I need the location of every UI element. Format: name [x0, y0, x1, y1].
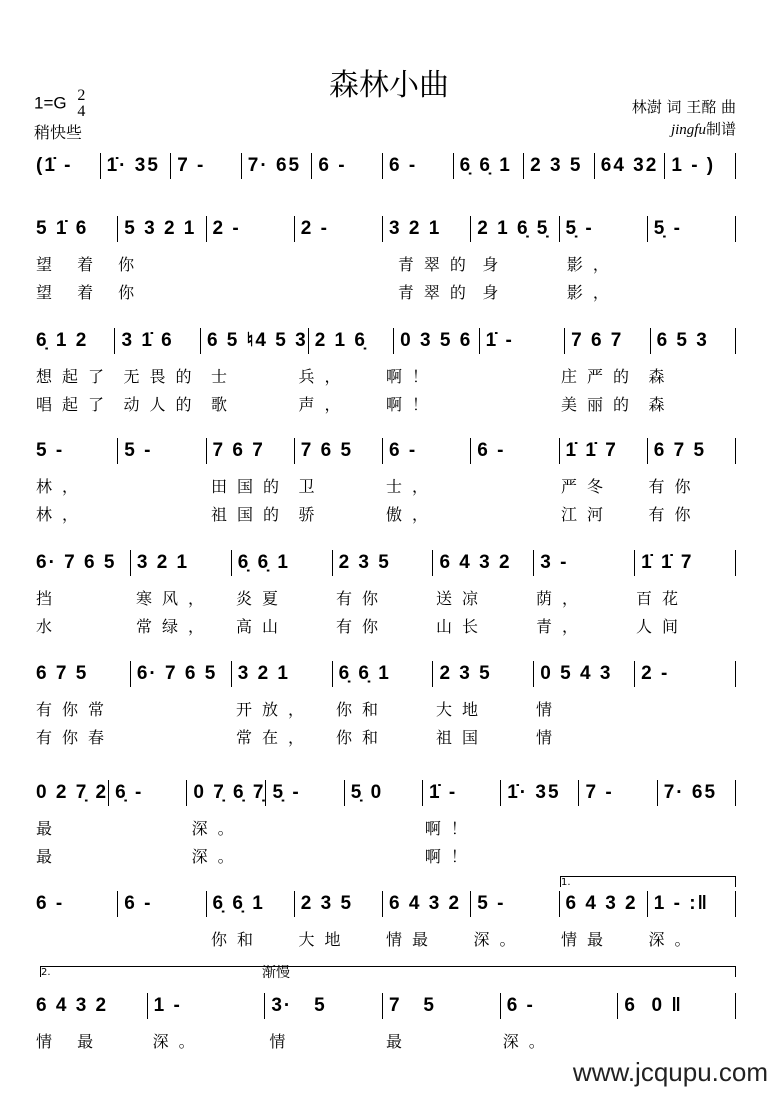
lyrics-line: [36, 474, 736, 496]
lyric-segment: 森: [648, 367, 675, 386]
notation-row: [36, 328, 736, 354]
measure: 6 4 3 2: [36, 995, 109, 1016]
lyric-segment: [347, 844, 425, 862]
measure: 1 - :‖: [647, 891, 735, 917]
lyric-segment: 情最: [561, 930, 614, 949]
lyric-segment: 挡: [36, 589, 63, 608]
lyric-segment: 荫，: [536, 589, 589, 608]
measure: 6 -: [311, 153, 382, 179]
lyric-segment: 常绿，: [136, 617, 215, 636]
lyrics-line: [36, 844, 736, 866]
lyric-segment: 动人的: [123, 395, 202, 414]
lyric-segment: [136, 697, 236, 715]
lyric-segment: 林，: [36, 477, 89, 496]
lyrics-line: [36, 697, 736, 719]
measure: 5 -: [117, 438, 205, 464]
lyric-segment: 有你: [336, 617, 389, 636]
measure: 6 0 ‖: [617, 993, 735, 1019]
lyric-segment: 开放，: [236, 700, 315, 719]
lyric-segment: [580, 844, 658, 862]
lyric-segment: [503, 844, 581, 862]
lyric-segment: [229, 280, 314, 298]
lyric-segment: [144, 252, 229, 270]
measure: 7 6 5: [294, 438, 382, 464]
lyric-segment: 你和: [336, 728, 389, 747]
lyric-segment: 水: [36, 617, 63, 636]
lyric-segment: [636, 725, 736, 743]
lyrics-line: [36, 252, 736, 274]
volta-2-bracket: [40, 966, 736, 977]
score-system: [36, 153, 736, 179]
measure: 7 5: [382, 993, 500, 1019]
credits: 林澍 词 王酩 曲: [631, 98, 736, 116]
time-top: 2: [77, 87, 86, 104]
score-system: [36, 661, 736, 747]
lyric-segment: 望 着 你: [36, 283, 145, 302]
lyric-segment: 青，: [536, 617, 589, 636]
score-system: [36, 216, 736, 302]
lyric-segment: 最: [36, 819, 63, 838]
measure: 6 -: [500, 993, 618, 1019]
measure: 2 -: [294, 216, 382, 242]
measure: 6 -: [382, 438, 470, 464]
lyric-segment: 深。: [191, 819, 244, 838]
measure: 6̣ 6̣ 1: [332, 661, 433, 687]
lyric-segment: [114, 844, 192, 862]
measure: 6̣ 6̣ 1: [231, 550, 332, 576]
lyric-segment: 兵，: [298, 367, 351, 386]
score-system: [36, 438, 736, 524]
lyrics-line: [36, 280, 736, 302]
lyric-segment: 深。: [648, 930, 701, 949]
measure: 7 -: [578, 780, 656, 806]
measure: 3 2 1: [231, 661, 332, 687]
time-signature: [77, 88, 85, 120]
lyric-segment: [144, 280, 229, 298]
lyric-segment: 影，: [566, 283, 619, 302]
measure: 1 -: [147, 993, 265, 1019]
measure: 6̣ -: [108, 780, 186, 806]
measure: 2 -: [206, 216, 294, 242]
measure: 2 3 5: [432, 661, 533, 687]
measure: 2 3 5: [523, 153, 594, 179]
measure: 1̇ 1̇ 7: [634, 550, 735, 576]
measure: 6 4 3 2: [559, 891, 647, 917]
lyric-segment: 人间: [636, 617, 689, 636]
lyric-segment: 最: [36, 847, 63, 866]
volta-1-label: 1.: [561, 877, 571, 888]
measure: 6 -: [36, 893, 65, 914]
notation-row: [36, 153, 736, 179]
score-system: [36, 780, 736, 866]
measure: 2 3 5: [332, 550, 433, 576]
lyric-segment: 无畏的: [123, 367, 202, 386]
lyric-segment: [474, 364, 562, 382]
measure: 3 2 1: [382, 216, 470, 242]
key-signature: [34, 88, 85, 120]
lyric-segment: 深。: [152, 1032, 205, 1051]
measure: 5̣ -: [647, 216, 735, 242]
lyric-segment: [474, 474, 562, 492]
lyric-segment: 江河: [561, 505, 614, 524]
measure: 2 -: [634, 661, 735, 687]
lyric-segment: [269, 816, 347, 834]
measure: 6 4 3 2: [382, 891, 470, 917]
lyric-segment: 想起了: [36, 367, 115, 386]
measure: 6 5 3: [650, 328, 735, 354]
measure: 2 3 5: [294, 891, 382, 917]
lyric-segment: [651, 280, 736, 298]
lyric-segment: [136, 725, 236, 743]
measure: 1 - ): [664, 153, 735, 179]
tempo-marking: 稍快些: [34, 123, 83, 142]
lyric-segment: 森: [648, 395, 675, 414]
lyric-segment: 深。: [502, 1032, 555, 1051]
lyric-segment: 啊！: [386, 395, 439, 414]
lyric-segment: 深。: [191, 847, 244, 866]
lyric-segment: [124, 927, 212, 945]
lyric-segment: 啊！: [424, 847, 477, 866]
lyric-segment: 严冬: [561, 477, 614, 496]
lyric-segment: 大地: [436, 700, 489, 719]
arranger: [671, 118, 736, 139]
lyric-segment: [347, 816, 425, 834]
lyric-segment: [503, 816, 581, 834]
score-system: [36, 550, 736, 636]
measure: 7 -: [170, 153, 241, 179]
lyric-segment: [658, 844, 736, 862]
measure: 5̣ -: [265, 780, 343, 806]
measure: 1̇ 1̇ 7: [559, 438, 647, 464]
measure: 64 32: [594, 153, 665, 179]
measure: 5̣ 0: [344, 780, 422, 806]
lyric-segment: [229, 252, 314, 270]
lyric-segment: 情: [536, 700, 563, 719]
arranger-name: jingfu: [670, 122, 706, 138]
measure: 1̇· 35: [500, 780, 578, 806]
measure: 1̇ -: [479, 328, 564, 354]
measure: 5 -: [36, 440, 65, 461]
notation-row: [36, 661, 736, 687]
measure: 7· 65: [241, 153, 312, 179]
measure: 2 1 6̣ 5̣: [470, 216, 558, 242]
notation-row: [36, 780, 736, 806]
volta-1-bracket: [560, 876, 736, 887]
song-title: 森林小曲: [329, 68, 449, 103]
lyric-segment: [124, 502, 212, 520]
lyric-segment: 情: [269, 1032, 296, 1051]
measure: 1̇ -: [422, 780, 500, 806]
measure: 5̣ -: [559, 216, 647, 242]
measure: 7 6 7: [564, 328, 649, 354]
measure: (1̇ -: [36, 155, 73, 176]
lyrics-line: [36, 614, 736, 636]
lyric-segment: 高山: [236, 617, 289, 636]
lyric-segment: 大地: [298, 930, 351, 949]
measure: 7· 65: [657, 780, 735, 806]
lyric-segment: 歌: [211, 395, 238, 414]
measure: 0 2 7̣ 2: [36, 782, 109, 803]
lyric-segment: 骄: [298, 505, 325, 524]
lyric-segment: 有你: [648, 477, 701, 496]
lyric-segment: 情 最: [36, 1032, 104, 1051]
lyric-segment: [313, 280, 398, 298]
lyric-segment: [636, 697, 736, 715]
lyric-segment: 炎夏: [236, 589, 289, 608]
measure: 3· 5: [264, 993, 382, 1019]
lyrics-line: [36, 725, 736, 747]
lyric-segment: [114, 816, 192, 834]
measure: 6· 7 6 5: [36, 552, 117, 573]
measure: 6 -: [470, 438, 558, 464]
measure: 6 4 3 2: [432, 550, 533, 576]
lyric-segment: 有你常: [36, 700, 115, 719]
measure: 6̣ 1 2: [36, 330, 89, 351]
lyric-segment: 青翠的: [397, 283, 476, 302]
lyric-segment: [474, 392, 562, 410]
lyric-segment: 情: [536, 728, 563, 747]
lyrics-line: [36, 364, 736, 386]
notation-row: [36, 550, 736, 576]
lyric-segment: [124, 474, 212, 492]
measure: 6 7 5: [647, 438, 735, 464]
measure: 1̇· 35: [100, 153, 171, 179]
lyric-segment: 祖国的: [211, 505, 290, 524]
score-system: [36, 993, 736, 1051]
measure: 2 1 6̣: [308, 328, 393, 354]
lyric-segment: 美丽的: [561, 395, 640, 414]
lyric-segment: 影，: [566, 255, 619, 274]
measure: 0 7̣ 6̣ 7̣: [186, 780, 265, 806]
measure: 5 -: [470, 891, 558, 917]
lyrics-line: [36, 1029, 736, 1051]
lyric-segment: 士: [211, 367, 238, 386]
volta-2-label: 2.: [41, 967, 51, 978]
lyric-segment: 你和: [336, 700, 389, 719]
ritardando-marking: 渐慢: [262, 965, 290, 981]
watermark: www.jcqupu.com: [572, 1057, 768, 1087]
lyric-segment: 林，: [36, 505, 89, 524]
lyric-segment: 士，: [386, 477, 439, 496]
notation-row: [36, 993, 736, 1019]
measure: 6 5 ♮4 5 3: [200, 328, 308, 354]
measure: 6̣ 6̣ 1: [453, 153, 524, 179]
lyric-segment: 田国的: [211, 477, 290, 496]
notation-row: [36, 438, 736, 464]
lyric-segment: 常在，: [236, 728, 315, 747]
lyric-segment: 声，: [298, 395, 351, 414]
lyric-segment: 庄严的: [561, 367, 640, 386]
lyric-segment: 青翠的: [397, 255, 476, 274]
measure: 6̣ 6̣ 1: [206, 891, 294, 917]
measure: 7 6 7: [206, 438, 294, 464]
lyrics-line: [36, 392, 736, 414]
lyric-segment: [36, 927, 124, 945]
measure: 0 5 4 3: [533, 661, 634, 687]
lyric-segment: 有你: [648, 505, 701, 524]
lyric-segment: [651, 252, 736, 270]
lyric-segment: 你和: [211, 930, 264, 949]
measure: 3 2 1: [130, 550, 231, 576]
lyric-segment: 望 着 你: [36, 255, 145, 274]
measure: 0 3 5 6: [393, 328, 478, 354]
lyric-segment: [474, 502, 562, 520]
lyric-segment: 送凉: [436, 589, 489, 608]
lyric-segment: 啊！: [424, 819, 477, 838]
lyric-segment: 祖国: [436, 728, 489, 747]
key-label: 1=G: [34, 93, 67, 113]
lyric-segment: 身: [482, 283, 509, 302]
lyric-segment: 最: [386, 1032, 413, 1051]
notation-row: [36, 891, 736, 917]
score-system: [36, 891, 736, 949]
measure: 3 1̇ 6: [114, 328, 199, 354]
lyric-segment: 傲，: [386, 505, 439, 524]
arranger-suffix: 制谱: [705, 120, 736, 138]
time-bottom: 4: [77, 103, 86, 120]
measure: 3 -: [533, 550, 634, 576]
lyric-segment: [619, 1029, 736, 1047]
lyric-segment: 啊！: [386, 367, 439, 386]
lyric-segment: [313, 252, 398, 270]
lyric-segment: 深。: [473, 930, 526, 949]
lyric-segment: 卫: [298, 477, 325, 496]
measure: 6 -: [382, 153, 453, 179]
lyric-segment: 情最: [386, 930, 439, 949]
lyric-segment: [580, 816, 658, 834]
measure: 6 7 5: [36, 663, 89, 684]
lyric-segment: 寒风，: [136, 589, 215, 608]
lyric-segment: 身: [482, 255, 509, 274]
lyric-segment: 有你: [336, 589, 389, 608]
measure: 5 3 2 1: [117, 216, 205, 242]
lyrics-line: [36, 816, 736, 838]
measure: 6· 7 6 5: [130, 661, 231, 687]
measure: 6 -: [117, 891, 205, 917]
lyric-segment: [269, 844, 347, 862]
lyrics-line: [36, 927, 736, 949]
lyric-segment: [658, 816, 736, 834]
lyric-segment: 有你春: [36, 728, 115, 747]
lyrics-line: [36, 502, 736, 524]
lyric-segment: 唱起了: [36, 395, 115, 414]
lyric-segment: 百花: [636, 589, 689, 608]
measure: 5 1̇ 6: [36, 218, 89, 239]
lyrics-line: [36, 586, 736, 608]
score-system: [36, 328, 736, 414]
notation-row: [36, 216, 736, 242]
lyric-segment: 山长: [436, 617, 489, 636]
